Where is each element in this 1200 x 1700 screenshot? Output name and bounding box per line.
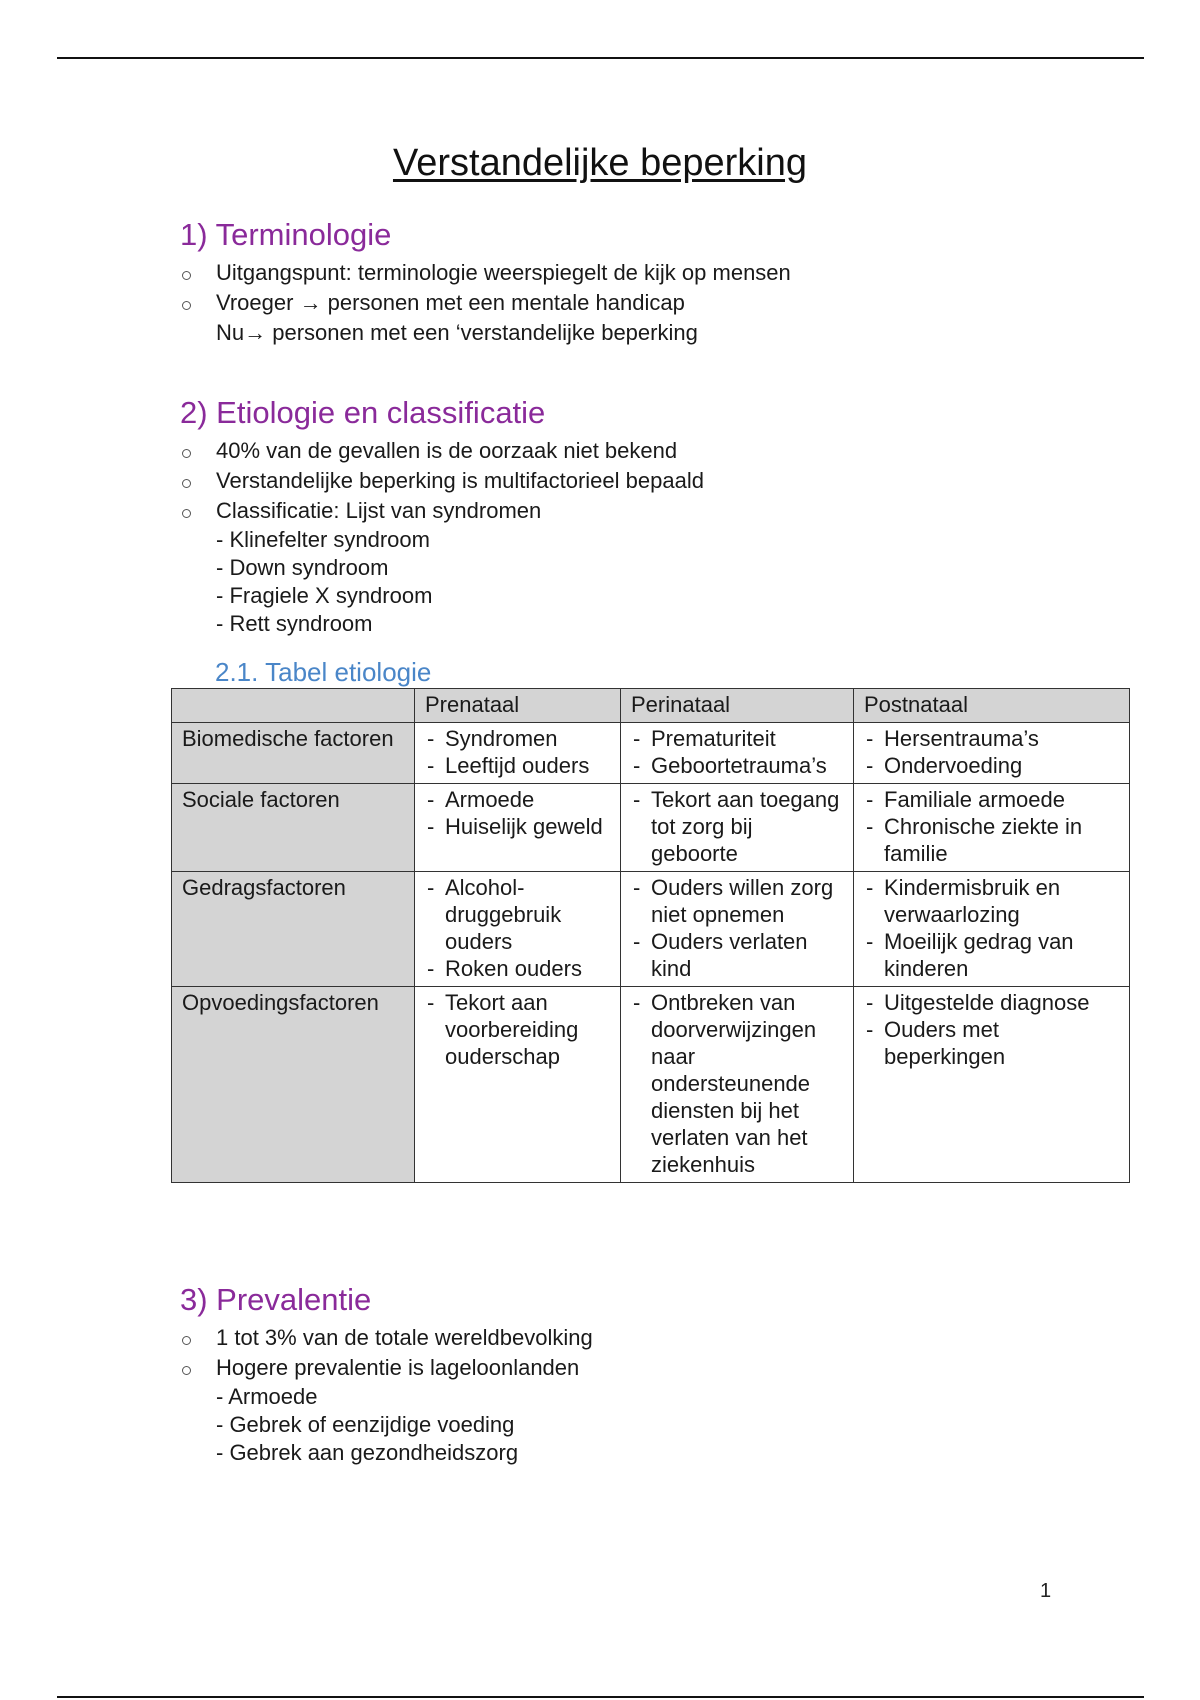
- table-cell: [854, 987, 1130, 1183]
- table-cell: [415, 784, 621, 872]
- section-etiologie: [180, 396, 1080, 638]
- row-label: Opvoedingsfactoren: [172, 987, 415, 1183]
- row-label: Gedragsfactoren: [172, 872, 415, 987]
- cell-item: - Armoede: [425, 786, 610, 813]
- list-item: Verstandelijke beperking is multifactorieel bepaald: [180, 466, 1080, 496]
- table-cell: [415, 723, 621, 784]
- section-heading: 2) Etiologie en classificatie: [180, 395, 546, 430]
- cell-item: - Alcohol-druggebruik ouders: [425, 874, 610, 955]
- etiology-table: [171, 688, 1130, 1183]
- list-item: Hogere prevalentie is lageloonlanden: [180, 1353, 1080, 1383]
- cell-item: - Moeilijk gedrag van kinderen: [864, 928, 1119, 982]
- bullet-list: [180, 258, 1080, 318]
- list-item: 40% van de gevallen is de oorzaak niet bekend: [180, 436, 1080, 466]
- list-item: Vroeger → personen met een mentale handicap: [180, 288, 1080, 318]
- page-number: 1: [1040, 1580, 1052, 1602]
- row-label: Biomedische factoren: [172, 723, 415, 784]
- syndrome-item: - Down syndroom: [216, 555, 389, 580]
- cell-item: - Familiale armoede: [864, 786, 1119, 813]
- table-header-row: [172, 689, 1130, 723]
- row-label: Sociale factoren: [172, 784, 415, 872]
- cell-item: - Tekort aan toegang tot zorg bij geboorte: [631, 786, 843, 867]
- column-header: Prenataal: [415, 689, 621, 723]
- table-cell: [621, 987, 854, 1183]
- table-cell: [621, 784, 854, 872]
- section-heading: 3) Prevalentie: [180, 1282, 372, 1317]
- syndrome-item: - Klinefelter syndroom: [216, 527, 430, 552]
- table-cell: [854, 784, 1130, 872]
- list-item: 1 tot 3% van de totale wereldbevolking: [180, 1323, 1080, 1353]
- table-cell: [854, 723, 1130, 784]
- bullet-list: [180, 1323, 1080, 1383]
- cell-item: - Ouders met beperkingen: [864, 1016, 1119, 1070]
- column-header: Perinataal: [621, 689, 854, 723]
- table-cell: [415, 872, 621, 987]
- column-header: [172, 689, 415, 723]
- cell-item: - Leeftijd ouders: [425, 752, 610, 779]
- reason-item: - Gebrek of eenzijdige voeding: [216, 1412, 515, 1437]
- document-title: Verstandelijke beperking: [392, 142, 808, 184]
- list-item: Classificatie: Lijst van syndromen: [180, 496, 1080, 526]
- table-cell: [854, 872, 1130, 987]
- table-row: [172, 723, 1130, 784]
- cell-item: - Prematuriteit: [631, 725, 843, 752]
- cell-item: - Chronische ziekte in familie: [864, 813, 1119, 867]
- table-row: [172, 872, 1130, 987]
- cell-item: - Ouders verlaten kind: [631, 928, 843, 982]
- cell-item: - Tekort aan voorbereiding ouderschap: [425, 989, 610, 1070]
- table-cell: [415, 987, 621, 1183]
- table-row: [172, 784, 1130, 872]
- list-item: Uitgangspunt: terminologie weerspiegelt de kijk op mensen: [180, 258, 1080, 288]
- subsection-heading: 2.1. Tabel etiologie: [215, 657, 432, 687]
- cell-item: - Geboortetrauma’s: [631, 752, 843, 779]
- section-terminologie: [180, 218, 1080, 348]
- top-rule: [57, 57, 1144, 59]
- bottom-rule: [57, 1696, 1144, 1698]
- cell-item: - Roken ouders: [425, 955, 610, 982]
- section-heading: 1) Terminologie: [180, 217, 392, 252]
- cell-item: - Ouders willen zorg niet opnemen: [631, 874, 843, 928]
- syndrome-item: - Rett syndroom: [216, 611, 373, 636]
- syndrome-item: - Fragiele X syndroom: [216, 583, 433, 608]
- column-header: Postnataal: [854, 689, 1130, 723]
- cell-item: - Ontbreken van doorverwijzingen naar ondersteunende diensten bij het verlaten van het ziekenhuis: [631, 989, 843, 1178]
- bullet-list: [180, 436, 1080, 526]
- cell-item: - Uitgestelde diagnose: [864, 989, 1119, 1016]
- reason-item: - Armoede: [216, 1384, 318, 1409]
- table-cell: [621, 872, 854, 987]
- cell-item: - Syndromen: [425, 725, 610, 752]
- table-row: [172, 987, 1130, 1183]
- cell-item: - Kindermisbruik en verwaarlozing: [864, 874, 1119, 928]
- cell-item: - Ondervoeding: [864, 752, 1119, 779]
- section-prevalentie: [180, 1283, 1080, 1467]
- reason-item: - Gebrek aan gezondheidszorg: [216, 1440, 519, 1465]
- cell-item: - Hersentrauma’s: [864, 725, 1119, 752]
- cell-item: - Huiselijk geweld: [425, 813, 610, 840]
- table-cell: [621, 723, 854, 784]
- continuation-line: Nu→ personen met een ‘verstandelijke beperking: [216, 320, 698, 345]
